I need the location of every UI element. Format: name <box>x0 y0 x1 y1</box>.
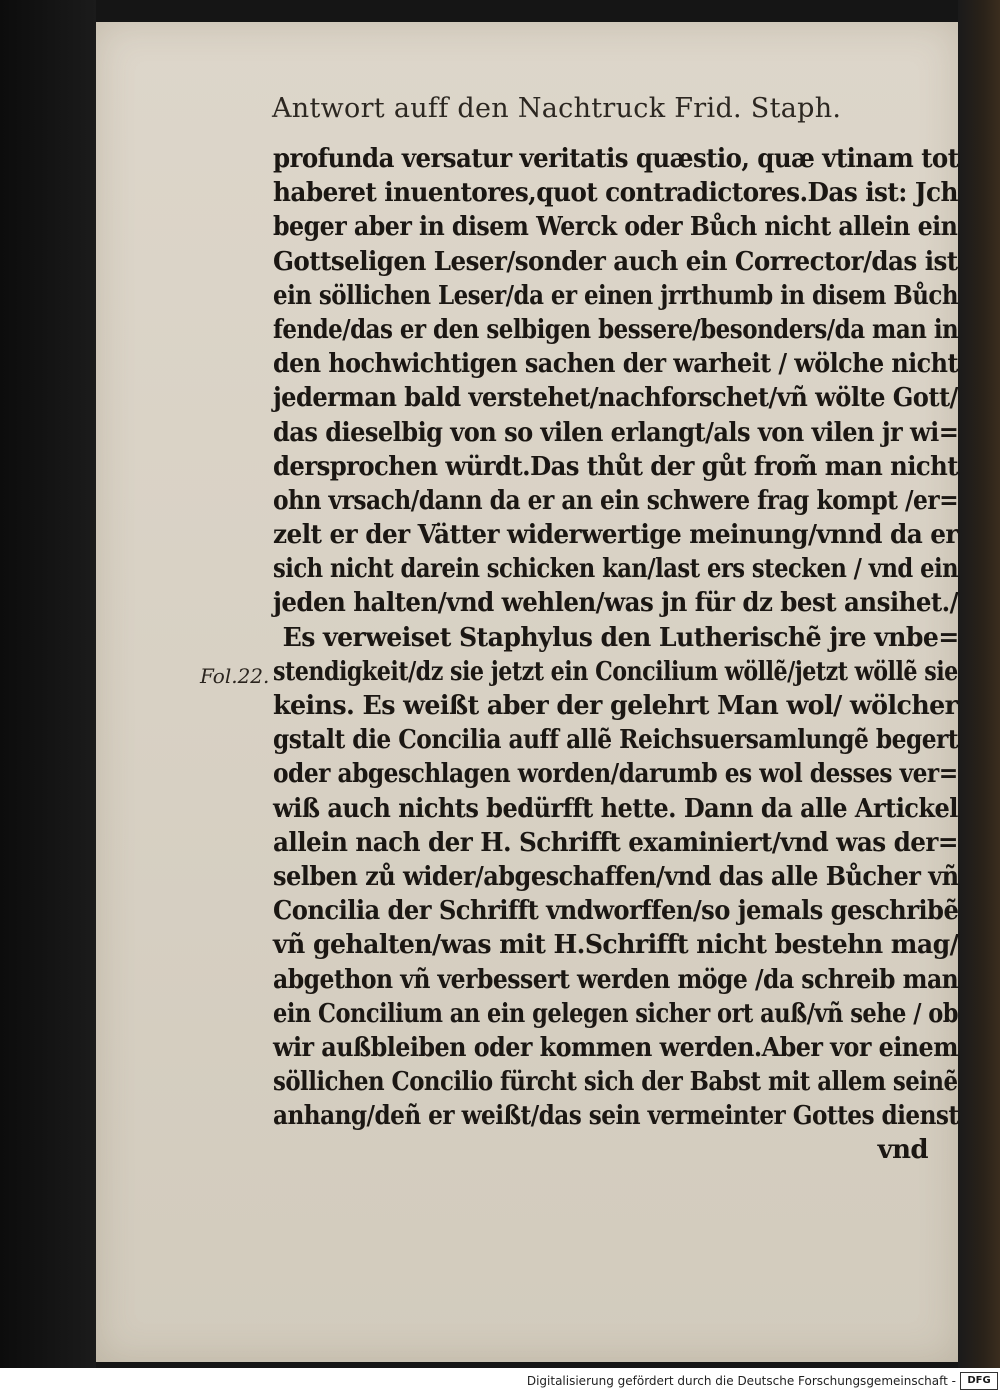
text-line: beger aber in disem Werck oder Bůch nicht allein ein <box>273 212 958 243</box>
text-line: fende/das er den selbigen bessere/besonders/da man in <box>273 314 959 345</box>
dfg-logo: DFG <box>960 1372 998 1390</box>
text-line: stendigkeit/dz sie jetzt ein Concilium wöllẽ/jetzt wöllẽ sie <box>273 656 958 687</box>
footer-credit: Digitalisierung gefördert durch die Deutsche Forschungsgemeinschaft - <box>526 1374 956 1388</box>
text-line: vnd <box>877 1135 928 1166</box>
text-line: ein söllichen Leser/da er einen jrrthumb in disem Bůch <box>273 280 959 311</box>
text-line: wir außbleiben oder kommen werden.Aber vor einem <box>273 1032 958 1063</box>
text-line: anhang/deñ er weißt/das sein vermeinter Gottes dienst <box>273 1101 959 1132</box>
text-line: haberet inuentores,quot contradictores.Das ist: Jch <box>273 178 958 209</box>
text-line: oder abgeschlagen worden/darumb es wol desses ver= <box>273 759 958 790</box>
scan-background-right <box>958 0 1000 1393</box>
text-line: keins. Es weißt aber der gelehrt Man wol/ wölcher <box>273 691 958 721</box>
body-text <box>273 142 963 1168</box>
text-line: Gottseligen Leser/sonder auch ein Corrector/das ist <box>273 246 958 277</box>
text-line: profunda versatur veritatis quæstio, quæ vtinam tot <box>273 144 959 174</box>
text-line: allein nach der H. Schrifft examiniert/vnd was der= <box>273 827 958 858</box>
text-line: selben zů wider/abgeschaffen/vnd das alle Bůcher vñ <box>273 861 959 892</box>
text-line: dersprochen würdt.Das thůt der gůt from̃ man nicht <box>273 451 958 482</box>
text-line: zelt er der Vätter widerwertige meinung/vnnd da er <box>273 520 958 551</box>
text-line: ohn vrsach/dann da er an ein schwere frag kompt /er= <box>273 485 959 516</box>
text-line: Es verweiset Staphylus den Lutherischẽ jre vnbe= <box>282 622 959 653</box>
text-line: gstalt die Concilia auff allẽ Reichsuersamlungẽ begert <box>273 725 959 756</box>
text-line: Concilia der Schrifft vndworffen/so jemals geschribẽ <box>273 896 959 927</box>
running-head: Antwort auff den Nachtruck Frid. Staph. <box>272 93 842 124</box>
text-line: das dieselbig von so vilen erlangt/als von vilen jr wi= <box>273 417 959 448</box>
scan-background-left <box>0 0 96 1393</box>
text-line: sich nicht darein schicken kan/last ers stecken / vnd ein <box>273 554 959 585</box>
text-line: vñ gehalten/was mit H.Schrifft nicht bestehn mag/ <box>273 930 959 961</box>
margin-note: Fol.22. <box>200 664 270 688</box>
text-line: wiß auch nichts bedürfft hette. Dann da alle Artickel <box>273 793 958 824</box>
text-line: söllichen Concilio fürcht sich der Babst mit allem seinẽ <box>273 1067 958 1098</box>
text-line: jederman bald verstehet/nachforschet/vñ wölte Gott/ <box>273 383 958 414</box>
text-line: abgethon vñ verbessert werden möge /da schreib man <box>273 964 959 995</box>
text-line: jeden halten/vnd wehlen/was jn für dz best ansihet./ <box>273 588 959 619</box>
text-line: den hochwichtigen sachen der warheit / wölche nicht <box>273 349 958 380</box>
text-line: ein Concilium an ein gelegen sicher ort auß/vñ sehe / ob <box>273 998 959 1029</box>
